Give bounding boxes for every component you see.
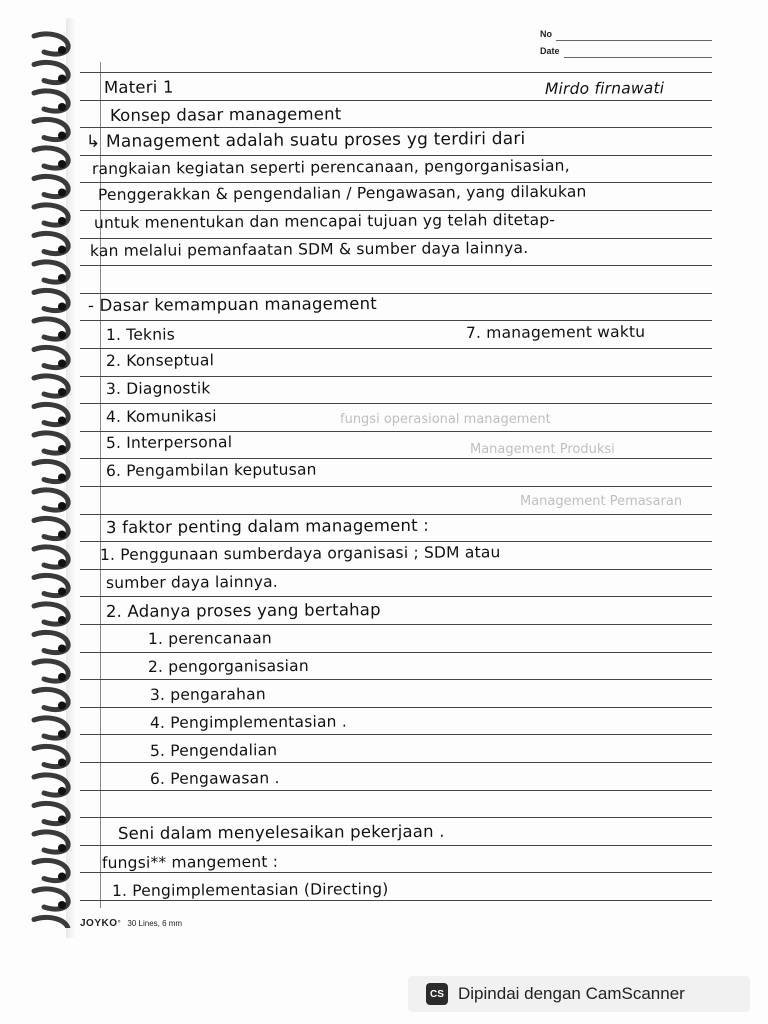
ruled-line (80, 541, 712, 542)
note-title: Materi 1 (103, 77, 174, 97)
no-line (556, 40, 712, 41)
ruled-line (80, 238, 712, 239)
scanner-text: Dipindai dengan CamScanner (458, 984, 685, 1003)
ability-item: 6. Pengambilan keputusan (105, 460, 317, 480)
definition-line-5: kan melalui pemanfaatan SDM & sumber daya lainnya. (89, 238, 529, 260)
art-line: Seni dalam menyelesaikan pekerjaan . (117, 821, 445, 843)
ruled-line (80, 624, 712, 625)
stage-item: 3. pengarahan (149, 685, 266, 704)
ruled-line (80, 486, 712, 487)
ruled-line (80, 293, 712, 294)
ruled-line (80, 127, 712, 128)
ability-item-7: 7. management waktu (465, 322, 646, 342)
ruled-line (80, 320, 712, 321)
ruled-line (80, 762, 712, 763)
ability-item: 1. Teknis (105, 325, 176, 344)
ruled-line (80, 514, 712, 515)
ruled-line (80, 72, 712, 73)
author-name: Mirdo firnawati (544, 79, 665, 98)
show-through-text: Management Produksi (470, 442, 615, 457)
ruled-line (80, 431, 712, 432)
definition-line-4: untuk menentukan dan mencapai tujuan yg telah ditetap- (93, 210, 556, 232)
date-label: Date (540, 46, 560, 56)
abilities-heading: - Dasar kemampuan management (87, 293, 378, 315)
functions-heading: fungsi** mangement : (101, 852, 279, 872)
date-line (564, 57, 712, 58)
ability-item: 3. Diagnostik (105, 379, 211, 398)
ruled-line (80, 679, 712, 680)
definition-line-2: rangkaian kegiatan seperti perencanaan, pengorganisasian, (91, 156, 570, 178)
ruled-line (80, 790, 712, 791)
stage-item: 1. perencanaan (147, 629, 272, 648)
ruled-line (80, 845, 712, 846)
ruled-line (80, 569, 712, 570)
stage-item: 4. Pengimplementasian . (149, 712, 347, 732)
ruled-line (80, 403, 712, 404)
paper-footer: JOYKO° 30 Lines, 6 mm (80, 918, 183, 929)
ruled-line (80, 265, 712, 266)
stage-item: 2. pengorganisasian (147, 656, 309, 676)
ruled-line (80, 100, 712, 101)
ruled-line (80, 596, 712, 597)
function-item-1: 1. Pengimplementasian (Directing) (111, 880, 389, 900)
ability-item: 5. Interpersonal (105, 433, 233, 452)
brand-logo: JOYKO (80, 918, 118, 929)
no-label: No (540, 29, 552, 39)
stage-item: 6. Pengawasan . (149, 769, 280, 788)
definition-line-3: Penggerakkan & pengendalian / Pengawasan, yang dilakukan (97, 182, 587, 204)
ruled-line (80, 348, 712, 349)
ruled-line (80, 376, 712, 377)
camscanner-icon: CS (426, 983, 448, 1005)
ruled-line (80, 707, 712, 708)
definition-line-1: ↳ Management adalah suatu proses yg terdiri dari (85, 128, 526, 152)
paper-spec: 30 Lines, 6 mm (127, 919, 183, 928)
ruled-line (80, 458, 712, 459)
ruled-line (80, 900, 712, 901)
factor-1-line-2: sumber daya lainnya. (105, 572, 278, 592)
ruled-line (80, 652, 712, 653)
factors-heading: 3 faktor penting dalam management : (105, 515, 430, 537)
ruled-line (80, 817, 712, 818)
stage-item: 5. Pengendalian (149, 741, 278, 760)
ability-item: 4. Komunikasi (105, 407, 217, 426)
show-through-text: Management Pemasaran (520, 494, 683, 509)
factor-2: 2. Adanya proses yang bertahap (105, 600, 381, 621)
show-through-text: fungsi operasional management (340, 412, 551, 427)
ability-item: 2. Konseptual (105, 351, 215, 370)
spiral-binding-icon (30, 28, 74, 928)
ruled-line (80, 872, 712, 873)
ruled-line (80, 155, 712, 156)
factor-1-line-1: 1. Penggunaan sumberdaya organisasi ; SDM atau (99, 543, 501, 564)
ruled-line (80, 734, 712, 735)
ruled-line (80, 210, 712, 211)
scanner-watermark (408, 976, 750, 1012)
note-heading: Konsep dasar management (109, 104, 342, 125)
